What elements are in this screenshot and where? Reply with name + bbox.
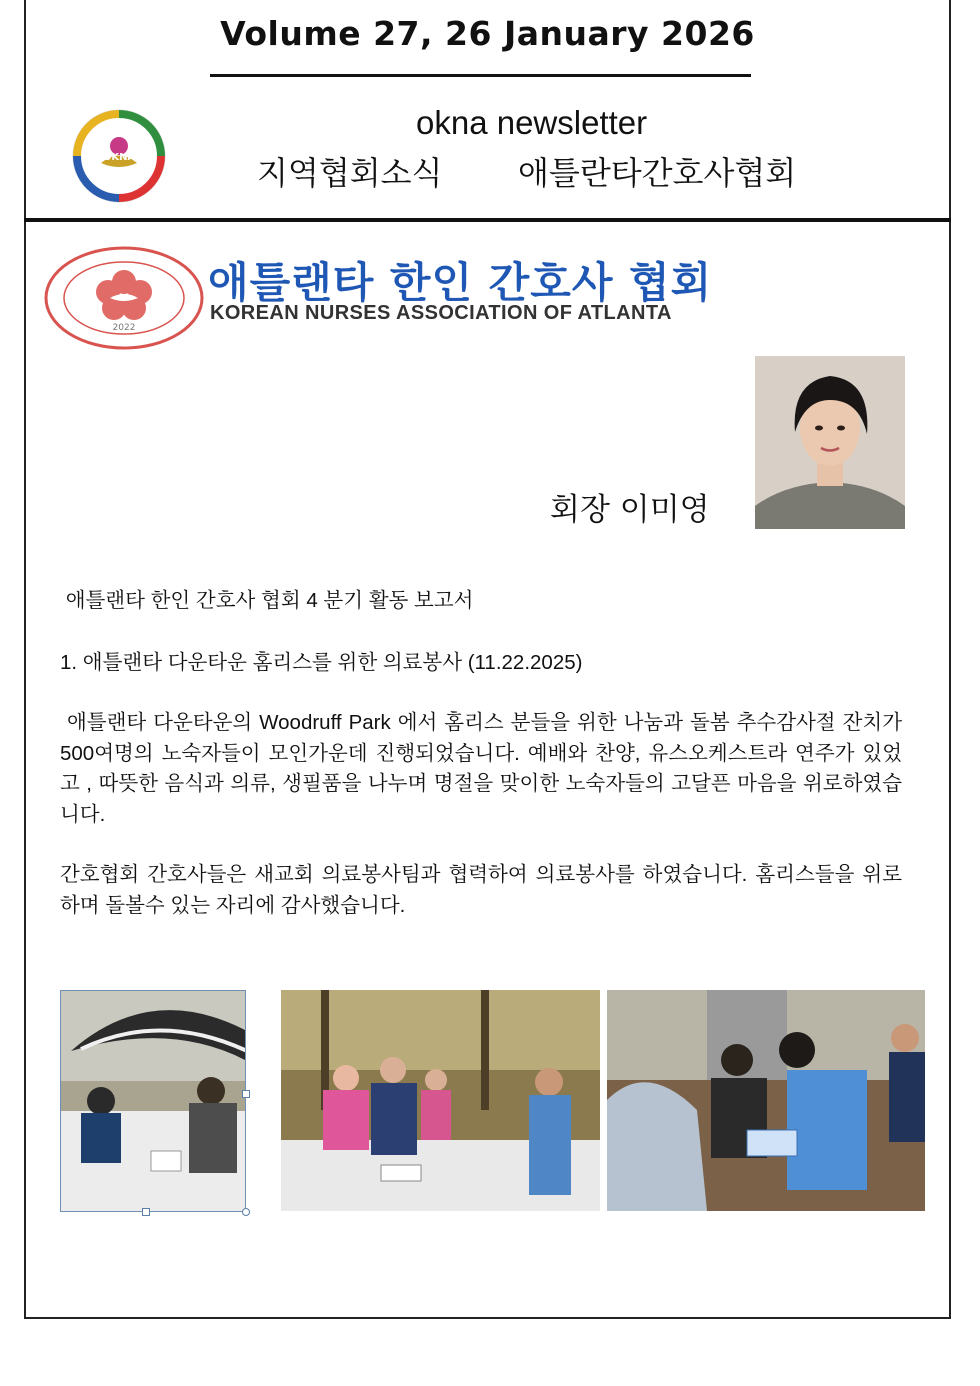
kna-seal-icon bbox=[44, 246, 204, 350]
okna-logo-text: OKNA bbox=[102, 152, 136, 163]
volume-date: Volume 27, 26 January 2026 bbox=[220, 14, 755, 53]
newsletter-title: okna newsletter bbox=[416, 104, 648, 141]
resize-handle[interactable] bbox=[242, 1208, 250, 1216]
volunteer-photo-nurse bbox=[607, 990, 925, 1211]
region-news-label: 지역협회소식 bbox=[257, 154, 443, 192]
okna-logo-icon bbox=[71, 108, 167, 204]
header-rule bbox=[210, 74, 751, 77]
seal-year: 2022 bbox=[112, 323, 136, 333]
newsletter-header bbox=[24, 0, 951, 222]
association-name: 애틀란타간호사협회 bbox=[518, 154, 797, 192]
association-name-english: KOREAN NURSES ASSOCIATION OF ATLANTA bbox=[210, 302, 672, 324]
resize-handle[interactable] bbox=[242, 1090, 250, 1098]
report-title: 애틀랜타 한인 간호사 협회 4 분기 활동 보고서 bbox=[65, 589, 474, 612]
resize-handle[interactable] bbox=[142, 1208, 150, 1216]
report-item-heading: 1. 애틀랜타 다운타운 홈리스를 위한 의료봉사 (11.22.2025) bbox=[60, 651, 583, 674]
report-paragraph-2: 간호협회 간호사들은 새교회 의료봉사팀과 협력하여 의료봉사를 하였습니다. 홈리스들을 위로하며 돌볼수 있는 자리에 감사했습니다. bbox=[60, 863, 902, 917]
association-name-korean: 애틀랜타 한인 간호사 협회 bbox=[208, 258, 713, 307]
volunteer-photo-group bbox=[281, 990, 600, 1211]
president-photo bbox=[755, 356, 905, 529]
report-paragraph-1: 애틀랜타 다운타운의 Woodruff Park 에서 홈리스 분들을 위한 나눔과 돌봄 추수감사절 잔치가 500여명의 노숙자들이 모인가운데 진행되었습니다. 예배와 찬양, 유스오케스트라 연주가 있었고 , 따뜻한 음식과 의류, 생필품을 나누며 명절을 맞이한 노숙자들의 고달픈 마음을 위로하였습니다. bbox=[60, 711, 902, 826]
volunteer-photo-umbrella[interactable] bbox=[60, 990, 246, 1212]
president-caption: 회장 이미영 bbox=[550, 492, 710, 528]
